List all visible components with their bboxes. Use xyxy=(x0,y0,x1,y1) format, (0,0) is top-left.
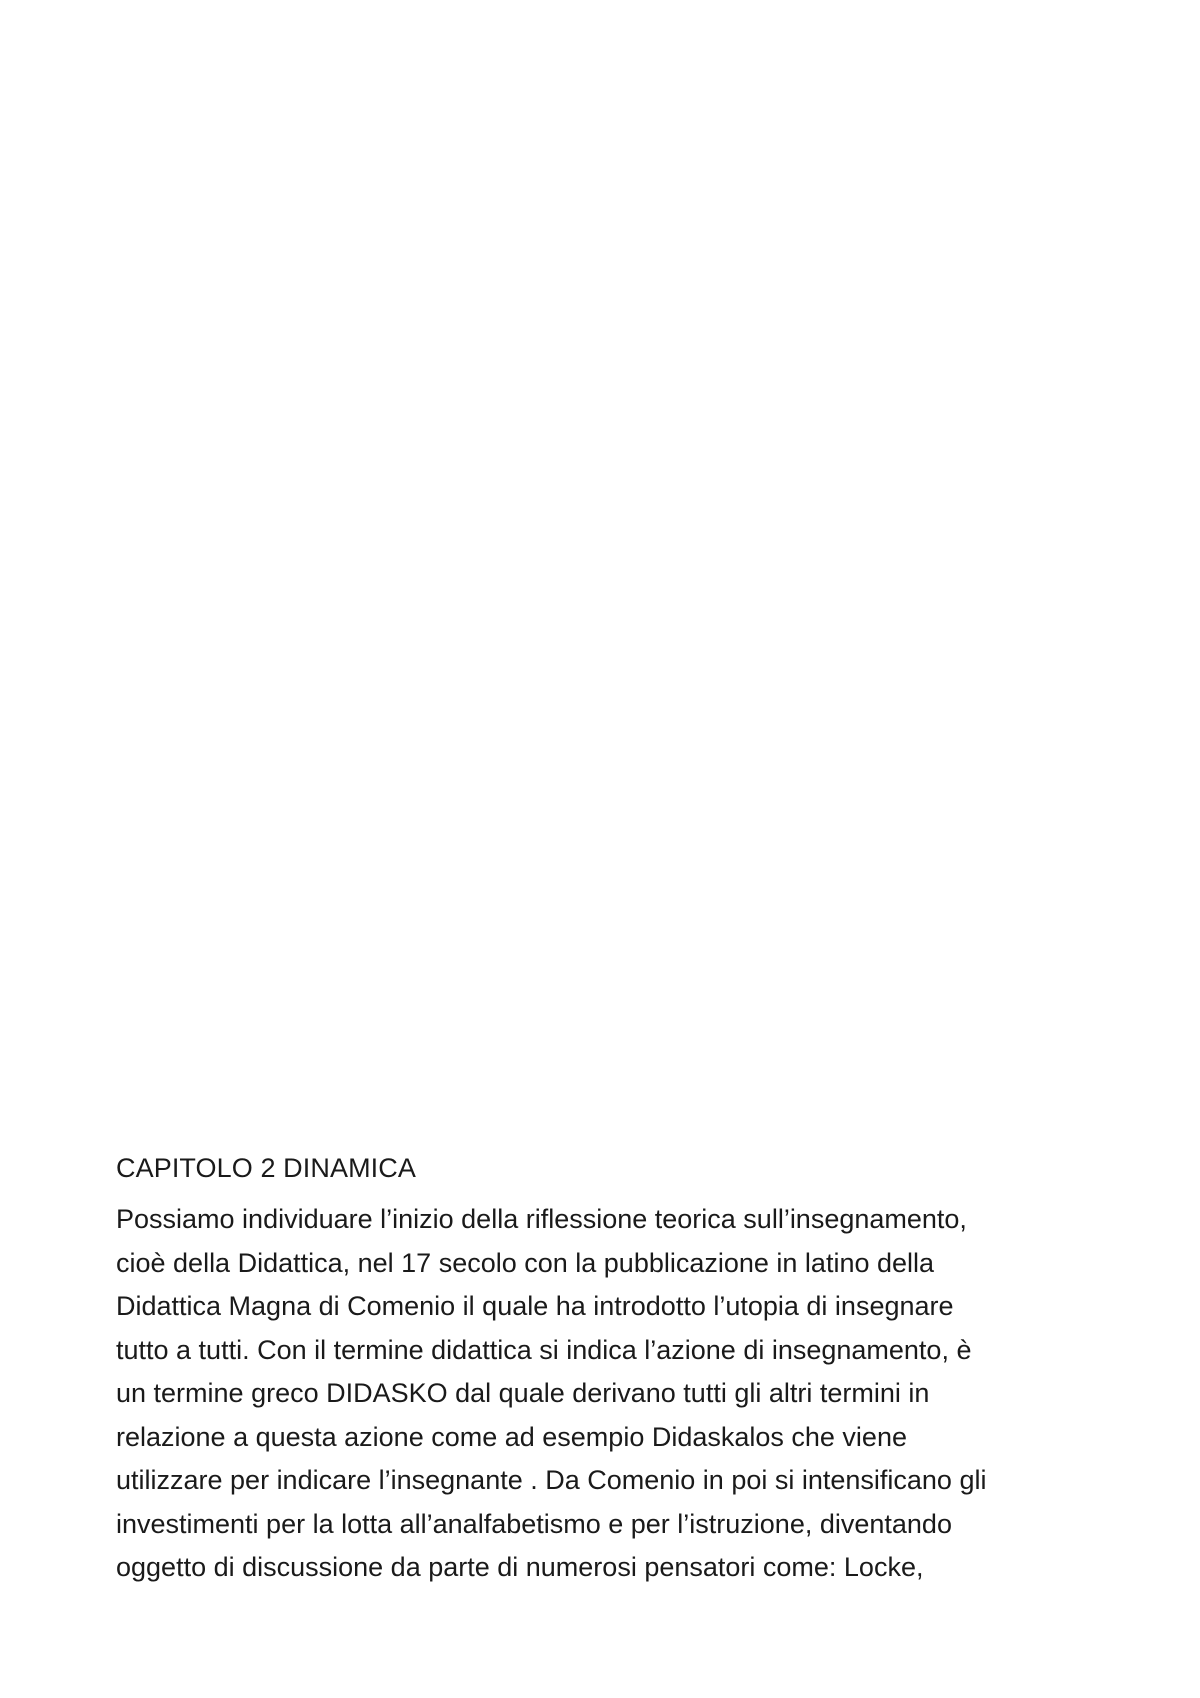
paragraph-line: investimenti per la lotta all’analfabetismo e per l’istruzione, diventando xyxy=(116,1508,952,1539)
paragraph-line: utilizzare per indicare l’insegnante . Da Comenio in poi si intensificano gli xyxy=(116,1465,987,1495)
paragraph-line: oggetto di discussione da parte di numerosi pensatori come: Locke, xyxy=(116,1552,924,1582)
text-block xyxy=(116,1148,1076,1590)
paragraph-line: Didattica Magna di Comenio il quale ha introdotto l’utopia di insegnare xyxy=(116,1291,954,1321)
chapter-heading: CAPITOLO 2 DINAMICA xyxy=(116,1153,416,1183)
body-paragraph xyxy=(116,1198,1076,1590)
paragraph-line: relazione a questa azione come ad esempio Didaskalos che viene xyxy=(116,1421,907,1452)
paragraph-line: tutto a tutti. Con il termine didattica si indica l’azione di insegnamento, è xyxy=(116,1334,972,1365)
paragraph-line: cioè della Didattica, nel 17 secolo con la pubblicazione in latino della xyxy=(116,1247,935,1278)
paragraph-line: un termine greco DIDASKO dal quale derivano tutti gli altri termini in xyxy=(116,1378,930,1408)
paragraph-line: Possiamo individuare l’inizio della riflessione teorica sull’insegnamento, xyxy=(116,1204,967,1234)
